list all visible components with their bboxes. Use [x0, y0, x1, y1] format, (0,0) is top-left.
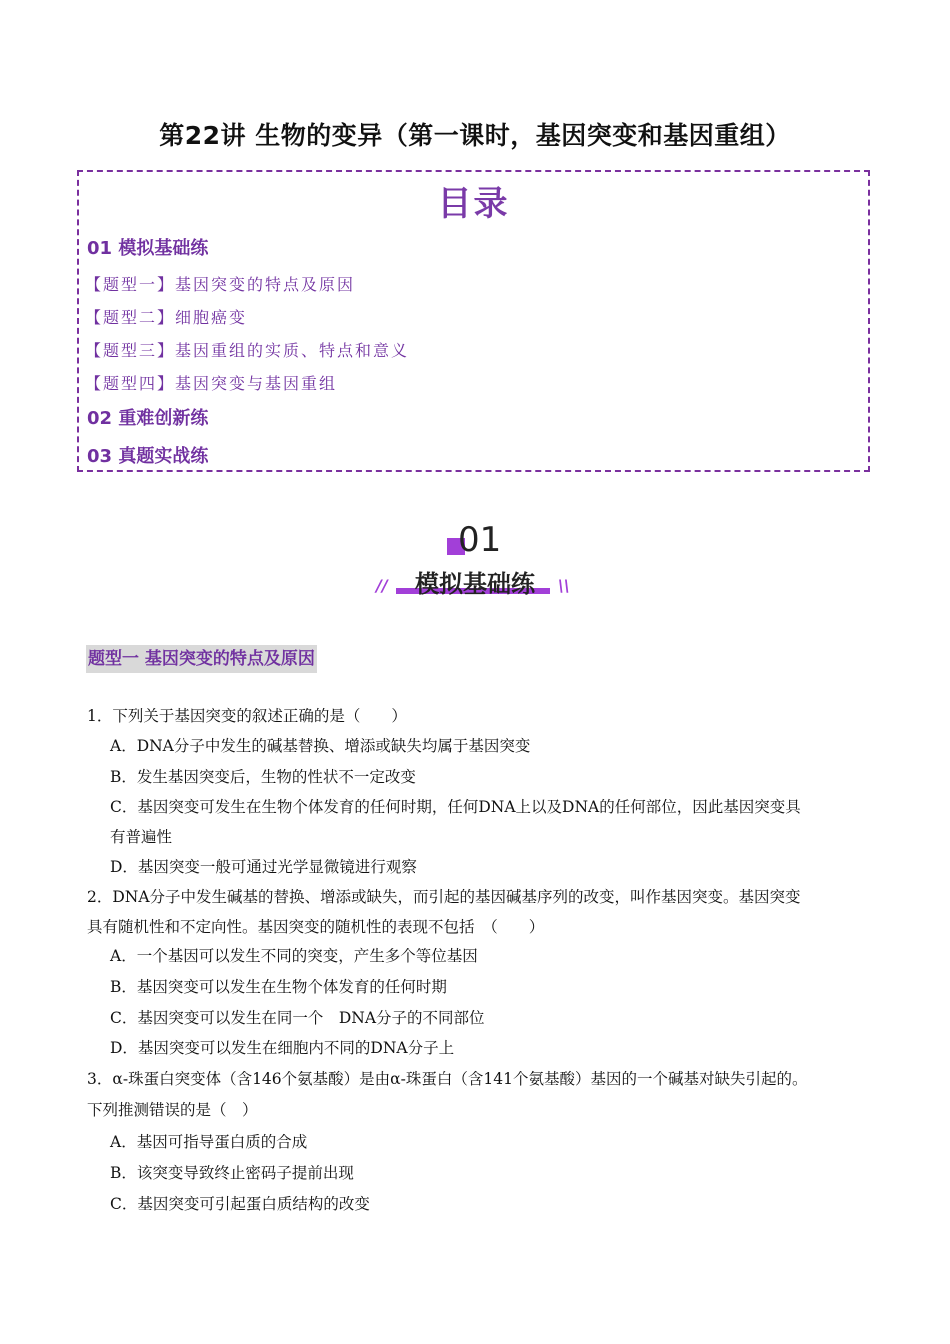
toc-item-type-1[interactable]: 【题型一】基因突变的特点及原因	[85, 275, 356, 294]
question-2-option-a: A．一个基因可以发生不同的突变，产生多个等位基因	[110, 947, 478, 965]
toc-item-type-3[interactable]: 【题型三】基因重组的实质、特点和意义	[85, 341, 410, 360]
banner-number: 01	[458, 520, 502, 560]
question-1-option-c-cont: 有普遍性	[110, 828, 173, 846]
question-1-option-c: C．基因突变可发生在生物个体发育的任何时期，任何DNA上以及DNA的任何部位，因此基因突变具	[110, 798, 801, 816]
toc-item-type-2[interactable]: 【题型二】细胞癌变	[85, 308, 248, 327]
question-2-option-d: D．基因突变可以发生在细胞内不同的DNA分子上	[110, 1039, 455, 1057]
toc-heading: 目录	[437, 184, 510, 224]
question-1-stem: 1．下列关于基因突变的叙述正确的是（ ）	[87, 707, 407, 725]
question-3-stem: 3．α-珠蛋白突变体（含146个氨基酸）是由α-珠蛋白（含141个氨基酸）基因的一个碱基对缺失引起的。	[87, 1070, 808, 1088]
question-3-stem-cont: 下列推测错误的是（ ）	[87, 1101, 258, 1119]
question-1-option-b: B．发生基因突变后，生物的性状不一定改变	[110, 768, 416, 786]
question-1-option-a: A．DNA分子中发生的碱基替换、增添或缺失均属于基因突变	[110, 737, 531, 755]
left-slash-decoration: //	[376, 576, 388, 595]
page-title: 第22讲 生物的变异（第一课时，基因突变和基因重组）	[159, 121, 791, 150]
toc-section-1[interactable]: 01 模拟基础练	[87, 238, 209, 259]
right-slash-decoration: \\	[558, 576, 570, 595]
toc-item-type-4[interactable]: 【题型四】基因突变与基因重组	[85, 374, 338, 393]
question-2-stem: 2．DNA分子中发生碱基的替换、增添或缺失，而引起的基因碱基序列的改变，叫作基因突变。基因突变	[87, 888, 801, 906]
question-2-stem-cont: 具有随机性和不定向性。基因突变的随机性的表现不包括 （ ）	[87, 918, 545, 936]
question-3-option-b: B．该突变导致终止密码子提前出现	[110, 1164, 354, 1182]
type-heading: 题型一 基因突变的特点及原因	[86, 645, 317, 673]
question-3-option-a: A．基因可指导蛋白质的合成	[110, 1133, 308, 1151]
banner-title: 模拟基础练	[415, 570, 535, 598]
toc-section-2[interactable]: 02 重难创新练	[87, 408, 209, 429]
question-2-option-b: B．基因突变可以发生在生物个体发育的任何时期	[110, 978, 447, 996]
section-banner	[370, 520, 580, 600]
question-1-option-d: D．基因突变一般可通过光学显微镜进行观察	[110, 858, 417, 876]
question-2-option-c: C．基因突变可以发生在同一个 DNA分子的不同部位	[110, 1009, 485, 1027]
question-3-option-c: C．基因突变可引起蛋白质结构的改变	[110, 1195, 370, 1213]
table-of-contents	[77, 170, 870, 472]
toc-section-3[interactable]: 03 真题实战练	[87, 446, 209, 467]
